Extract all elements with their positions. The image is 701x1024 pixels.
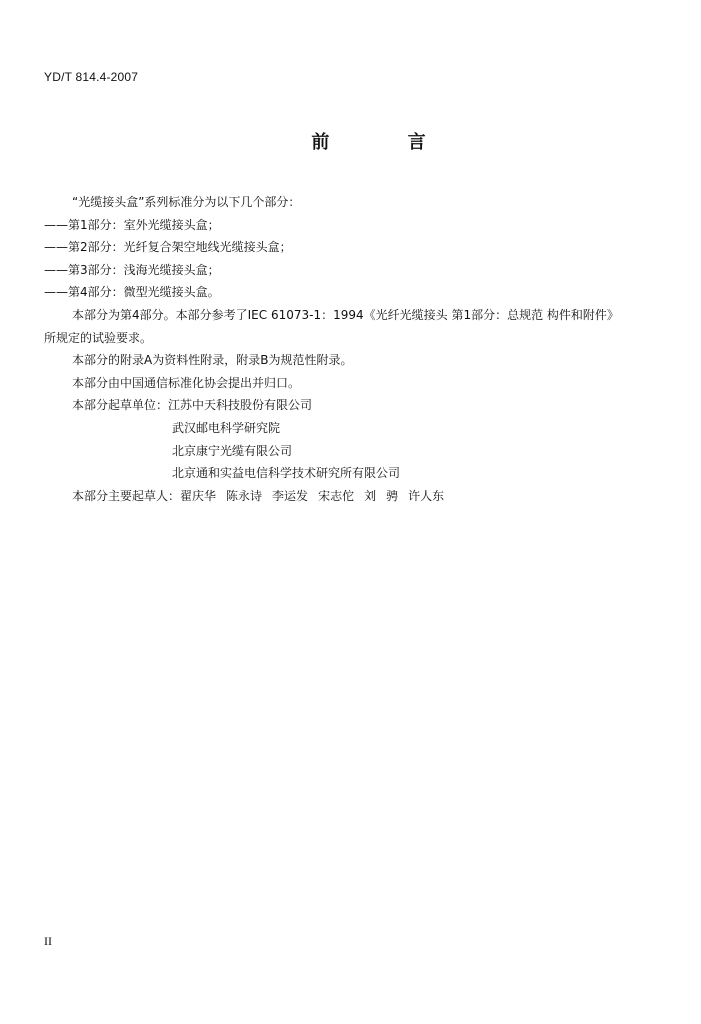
reference-paragraph-line1: 本部分为第4部分。本部分参考了IEC 61073-1：1994《光纤光缆接头 第1部分：总规范 构件和附件》 [72,307,619,322]
part-list-item: ——第1部分：室外光缆接头盒； [44,217,220,232]
drafting-unit: 北京康宁光缆有限公司 [172,443,293,458]
part-list-item: ——第3部分：浅海光缆接头盒； [44,262,220,277]
page-number: II [44,934,52,948]
drafter-name: 翟庆华 [180,488,217,503]
drafters-label: 本部分主要起草人： [72,488,181,503]
intro-paragraph: “光缆接头盒”系列标准分为以下几个部分： [72,195,301,209]
drafter-name: 宋志佗 [318,488,355,503]
document-code: YD/T 814.4-2007 [44,70,139,84]
drafter-name: 刘 [364,488,377,503]
drafter-name: 陈永诗 [226,488,263,503]
drafter-name: 许人东 [408,488,445,503]
drafters-line [44,485,664,508]
drafting-unit: 武汉邮电科学研究院 [172,420,281,435]
reference-paragraph-line2: 所规定的试验要求。 [44,330,153,345]
appendix-paragraph: 本部分的附录A为资料性附录，附录B为规范性附录。 [72,353,353,368]
drafter-name: 骋 [386,488,399,503]
drafter-name: 李运发 [272,488,309,503]
drafting-units-label: 本部分起草单位： [72,398,169,413]
part-list-item: ——第2部分：光纤复合架空地线光缆接头盒； [44,240,292,255]
drafting-unit: 江苏中天科技股份有限公司 [168,398,313,413]
page-title: 前 言 [311,132,462,153]
drafting-units-line [44,394,664,417]
part-list-item: ——第4部分：微型光缆接头盒。 [44,285,220,300]
foreword-body [44,191,664,507]
drafting-unit: 北京通和实益电信科学技术研究所有限公司 [172,466,401,481]
proposer-paragraph: 本部分由中国通信标准化协会提出并归口。 [72,375,301,390]
